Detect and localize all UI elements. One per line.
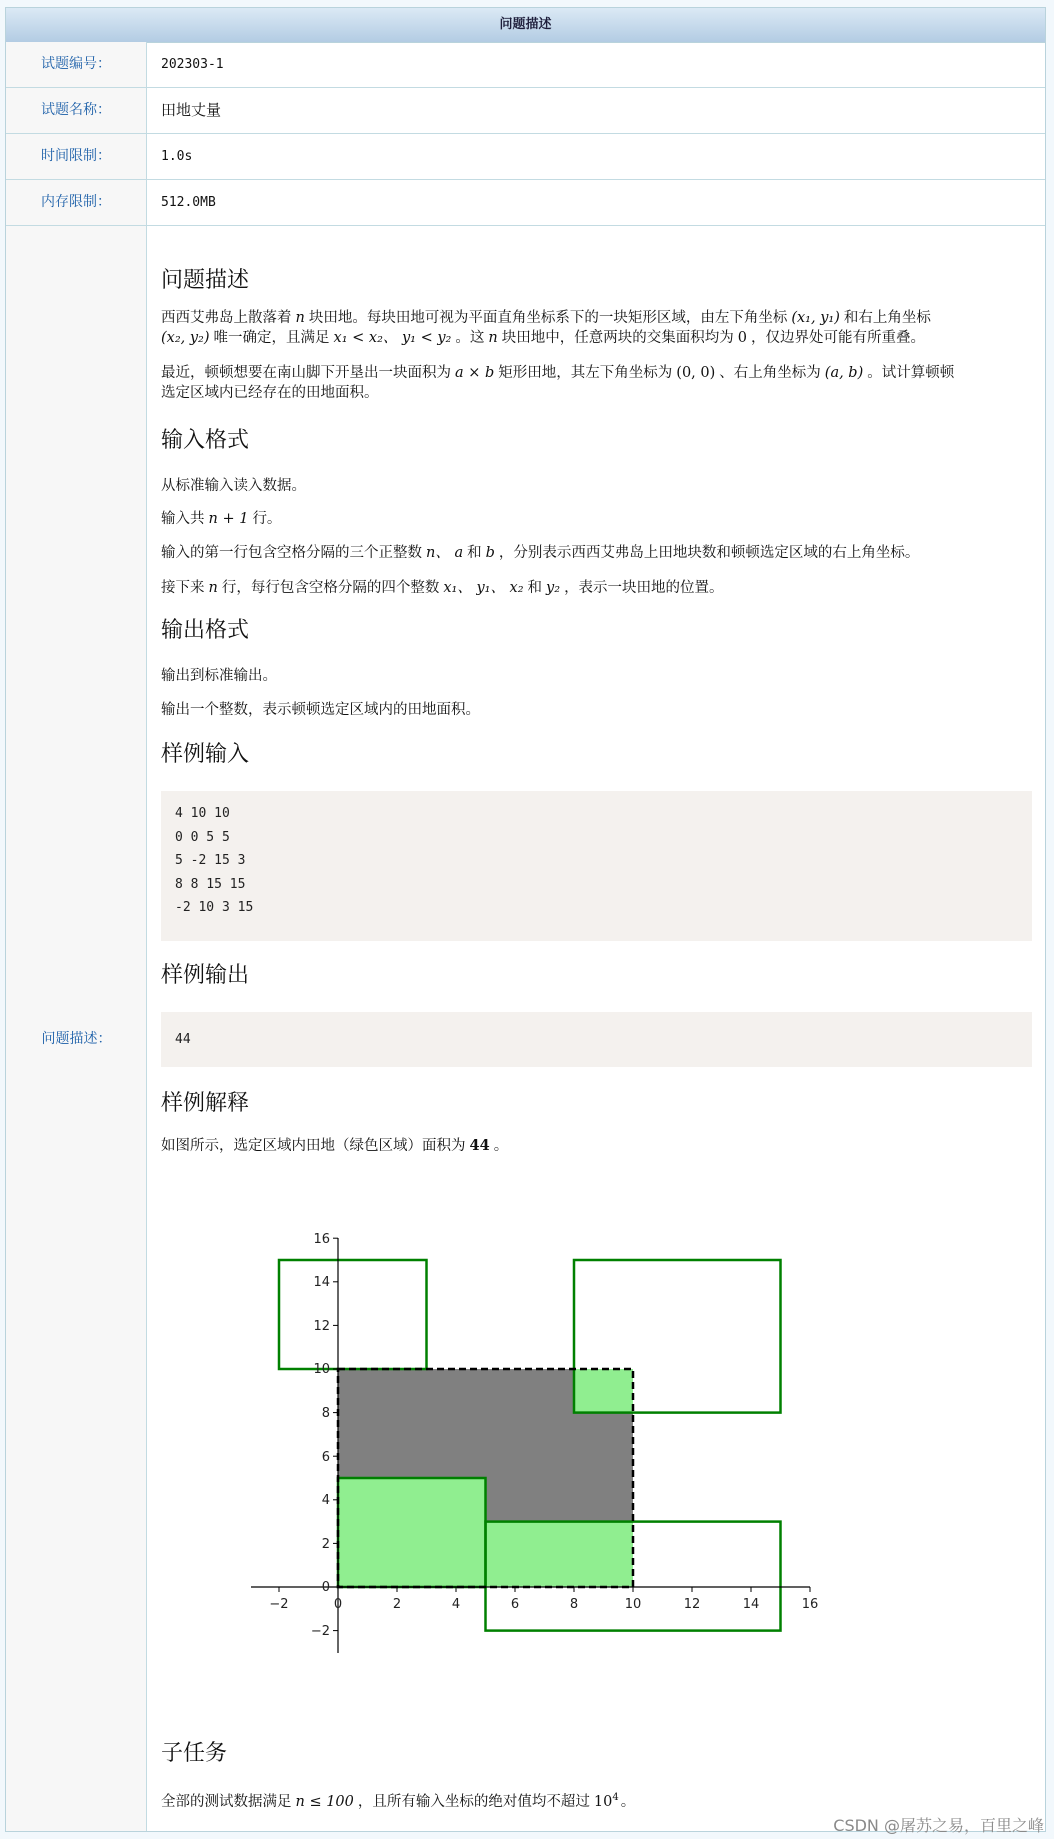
svg-text:0: 0 [333,1597,343,1612]
value-time-limit: 1.0s [161,149,193,164]
info-row-name [6,88,1045,134]
sample-explanation-figure [161,1211,861,1711]
sample-input-line: 4 10 10 [175,806,230,821]
info-row-memory [6,180,1045,226]
sample-output-value: 44 [175,1032,191,1047]
sample-input-line: 5 -2 15 3 [175,853,246,868]
sample-input-line: 0 0 5 5 [175,829,230,845]
svg-text:0: 0 [321,1580,330,1595]
problem-table [5,7,1046,1832]
input-line-1: 从标准输入读入数据。 [161,478,306,494]
svg-text:6: 6 [510,1597,520,1612]
value-memory-limit: 512.0MB [161,195,216,210]
description-label-cell [6,226,147,1831]
overlap-field-1 [338,1478,486,1587]
value-problem-id: 202303-1 [161,57,224,72]
svg-text:12: 12 [683,1597,701,1612]
section-title-sample-output: 样例输出 [161,963,250,988]
y-tick-labels [311,1232,330,1639]
svg-text:−2: −2 [269,1597,289,1612]
overlap-field-2 [486,1522,634,1587]
info-row-id [6,42,1045,88]
label-problem-name: 试题名称： [6,88,147,133]
svg-text:14: 14 [742,1597,760,1612]
section-title-output: 输出格式 [161,618,250,643]
sample-output-box [161,1012,1032,1067]
description-row [6,226,1045,1831]
svg-text:12: 12 [313,1319,330,1334]
svg-text:16: 16 [801,1597,819,1612]
problem-paragraph-1: 西西艾弗岛上散落着 n 块田地。每块田地可视为平面直角坐标系下的一块矩形区域，由左下角坐标 (x₁, y₁) 和右上角坐标 (x₂, y₂) 唯一确定，且满足 x₁ < x₂、 y₁ < y₂ 。这 n 块田地中，任意两块的交集面积均为 0 ，仅边界处可能有所重叠。 [161,310,931,346]
input-line-4: 接下来 n 行，每行包含空格分隔的四个整数 x₁、 y₁、 x₂ 和 y₂ ，表示一块田地的位置。 [161,580,724,596]
svg-text:4: 4 [321,1493,330,1508]
value-problem-name: 田地丈量 [161,101,222,119]
sample-input-box [161,791,1032,941]
section-title-sample-input: 样例输入 [161,742,250,767]
section-title-explanation: 样例解释 [161,1091,250,1116]
svg-text:8: 8 [321,1406,330,1421]
output-line-1: 输出到标准输出。 [161,668,277,684]
table-header: 问题描述 [6,8,1045,43]
section-title-problem: 问题描述 [161,268,250,293]
sample-input-line: 8 8 15 15 [175,876,246,892]
input-line-2: 输入共 n + 1 行。 [161,511,282,527]
svg-text:6: 6 [321,1450,330,1465]
problem-paragraph-2: 最近，顿顿想要在南山脚下开垦出一块面积为 a × b 矩形田地，其左下角坐标为 (0, 0) 、右上角坐标为 (a, b) 。试计算顿顿 选定区域内已经存在的田地面积。 [161,365,955,401]
x-tick-labels [269,1597,818,1612]
csdn-watermark: CSDN @屠苏之易，百里之峰 [833,1816,1044,1835]
svg-text:16: 16 [313,1232,330,1247]
overlap-field-3 [574,1369,633,1413]
sample-input-line: -2 10 3 15 [175,900,254,915]
info-row-time [6,134,1045,180]
label-problem-id: 试题编号： [6,42,147,87]
svg-text:−2: −2 [310,1624,330,1639]
label-memory-limit: 内存限制： [6,180,147,225]
input-line-3: 输入的第一行包含空格分隔的三个正整数 n、 a 和 b ，分别表示西西艾弗岛上田地块数和顿顿选定区域的右上角坐标。 [161,545,920,561]
subtask-text: 全部的测试数据满足 n ≤ 100 ，且所有输入坐标的绝对值均不超过 $10^4$ 。 [161,1792,636,1810]
section-title-subtask: 子任务 [161,1741,228,1766]
label-description: 问题描述： [41,1031,112,1047]
explanation-text: 如图所示，选定区域内田地（绿色区域）面积为 44 。 [161,1137,509,1154]
label-time-limit: 时间限制： [6,134,147,179]
svg-text:4: 4 [451,1597,461,1612]
output-line-2: 输出一个整数，表示顿顿选定区域内的田地面积。 [161,702,480,718]
svg-text:10: 10 [313,1362,330,1377]
svg-text:14: 14 [313,1275,330,1290]
svg-text:10: 10 [624,1597,642,1612]
svg-text:2: 2 [321,1537,330,1552]
svg-text:8: 8 [569,1597,579,1612]
section-title-input: 输入格式 [161,428,250,453]
field-rect-4 [279,1260,427,1369]
svg-text:2: 2 [392,1597,402,1612]
